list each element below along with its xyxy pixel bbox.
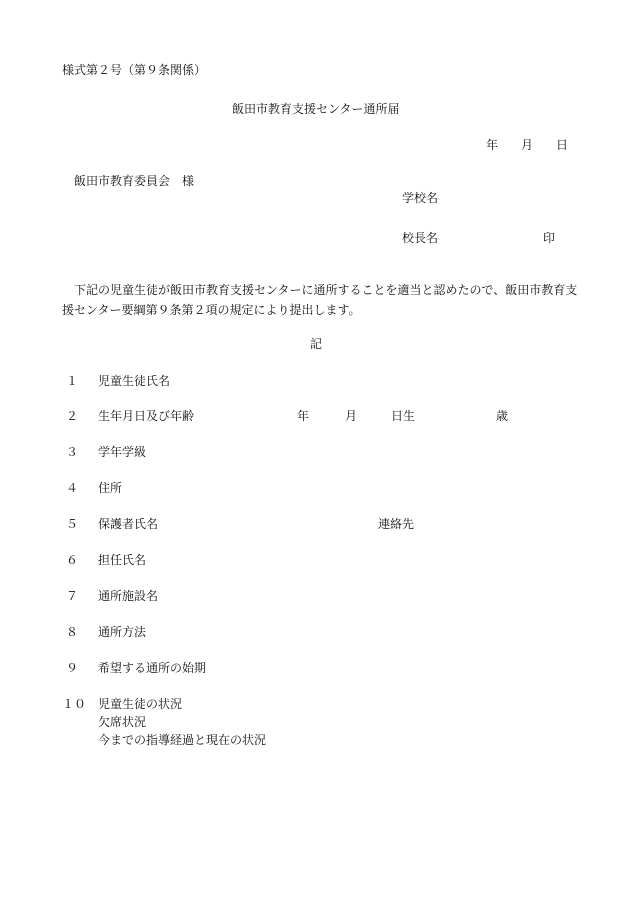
birth-year-label: 年 bbox=[297, 409, 310, 423]
item-label-start-date: 希望する通所の始期 bbox=[98, 661, 207, 675]
item-number: ７ bbox=[66, 589, 79, 603]
item-number: ９ bbox=[66, 661, 79, 675]
item-label-student-name: 児童生徒氏名 bbox=[98, 374, 171, 388]
recipient: 飯田市教育委員会 様 bbox=[74, 174, 195, 188]
item-number: ８ bbox=[66, 625, 79, 639]
item-number: ４ bbox=[66, 481, 79, 495]
item-label-address: 住所 bbox=[98, 481, 123, 495]
sub-label-absence: 欠席状況 bbox=[98, 715, 147, 729]
item-label-guardian-name: 保護者氏名 bbox=[98, 517, 159, 531]
body-paragraph bbox=[62, 280, 582, 320]
body-text: 下記の児童生徒が飯田市教育支援センターに通所することを適当と認めたので、飯田市教育支援センター要綱第９条第２項の規定により提出します。 bbox=[62, 283, 578, 317]
item-number: １ bbox=[66, 374, 79, 388]
age-label: 歳 bbox=[496, 409, 509, 423]
school-name-label: 学校名 bbox=[402, 191, 439, 205]
ki-heading: 記 bbox=[310, 337, 323, 351]
item-number: ５ bbox=[66, 517, 79, 531]
item-number: ２ bbox=[66, 409, 79, 423]
seal-mark: 印 bbox=[543, 231, 556, 245]
form-number: 様式第２号（第９条関係） bbox=[62, 63, 207, 77]
date-year-label: 年 bbox=[486, 138, 499, 152]
birth-day-label: 日生 bbox=[391, 409, 416, 423]
item-number: １０ bbox=[62, 697, 87, 711]
item-label-teacher-name: 担任氏名 bbox=[98, 553, 147, 567]
item-label-facility-name: 通所施設名 bbox=[98, 589, 159, 603]
date-month-label: 月 bbox=[521, 138, 534, 152]
contact-label: 連絡先 bbox=[378, 517, 415, 531]
item-label-student-situation: 児童生徒の状況 bbox=[98, 697, 183, 711]
page-title: 飯田市教育支援センター通所届 bbox=[232, 102, 400, 116]
birth-month-label: 月 bbox=[345, 409, 358, 423]
sub-label-guidance-history: 今までの指導経過と現在の状況 bbox=[98, 733, 267, 747]
principal-name-label: 校長名 bbox=[402, 231, 439, 245]
date-day-label: 日 bbox=[556, 138, 569, 152]
item-label-birthdate-age: 生年月日及び年齢 bbox=[98, 409, 195, 423]
item-number: ３ bbox=[66, 445, 79, 459]
item-number: ６ bbox=[66, 553, 79, 567]
item-label-commute-method: 通所方法 bbox=[98, 625, 147, 639]
item-label-grade-class: 学年学級 bbox=[98, 445, 147, 459]
